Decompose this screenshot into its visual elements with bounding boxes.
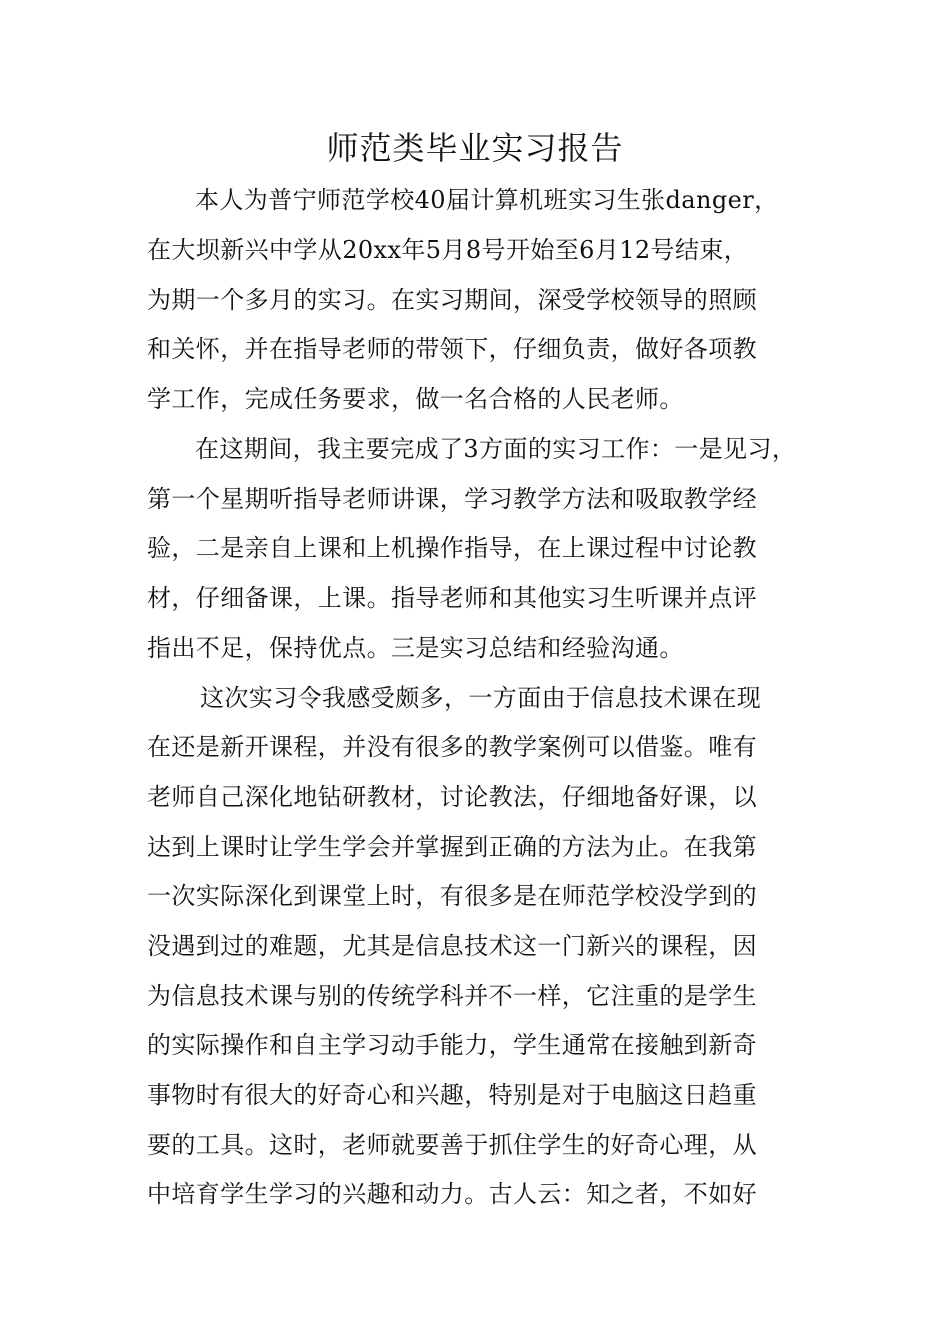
paragraph-3-line-5: 一次实际深化到课堂上时，有很多是在师范学校没学到的 <box>147 882 757 910</box>
paragraph-1-line-3: 为期一个多月的实习。在实习期间，深受学校领导的照顾 <box>147 286 757 314</box>
paragraph-1-line-1: 本人为普宁师范学校40届计算机班实习生张danger， <box>195 186 779 214</box>
paragraph-2-line-4: 材，仔细备课，上课。指导老师和其他实习生听课并点评 <box>147 584 757 612</box>
paragraph-3-line-1: 这次实习令我感受颇多，一方面由于信息技术课在现 <box>200 684 762 712</box>
paragraph-3-line-7: 为信息技术课与别的传统学科并不一样，它注重的是学生 <box>147 982 757 1010</box>
paragraph-3-line-11: 中培育学生学习的兴趣和动力。古人云：知之者，不如好 <box>147 1180 757 1208</box>
paragraph-3-line-9: 事物时有很大的好奇心和兴趣，特别是对于电脑这日趋重 <box>147 1081 757 1109</box>
paragraph-2-line-1: 在这期间，我主要完成了3方面的实习工作：一是见习， <box>195 435 797 463</box>
paragraph-1-line-5: 学工作，完成任务要求，做一名合格的人民老师。 <box>147 385 684 413</box>
paragraph-2-line-2: 第一个星期听指导老师讲课，学习教学方法和吸取教学经 <box>147 485 757 513</box>
document-title: 师范类毕业实习报告 <box>326 129 624 167</box>
paragraph-3-line-4: 达到上课时让学生学会并掌握到正确的方法为止。在我第 <box>147 833 757 861</box>
paragraph-3-line-8: 的实际操作和自主学习动手能力，学生通常在接触到新奇 <box>147 1031 757 1059</box>
paragraph-1-line-4: 和关怀，并在指导老师的带领下，仔细负责，做好各项教 <box>147 335 757 363</box>
paragraph-2-line-5: 指出不足，保持优点。三是实习总结和经验沟通。 <box>147 634 684 662</box>
paragraph-1-line-2: 在大坝新兴中学从20xx年5月8号开始至6月12号结束， <box>147 236 749 264</box>
paragraph-3-line-10: 要的工具。这时，老师就要善于抓住学生的好奇心理，从 <box>147 1131 757 1159</box>
paragraph-3-line-2: 在还是新开课程，并没有很多的教学案例可以借鉴。唯有 <box>147 733 757 761</box>
paragraph-3-line-3: 老师自己深化地钻研教材，讨论教法，仔细地备好课，以 <box>147 783 757 811</box>
paragraph-2-line-3: 验，二是亲自上课和上机操作指导，在上课过程中讨论教 <box>147 534 757 562</box>
paragraph-3-line-6: 没遇到过的难题，尤其是信息技术这一门新兴的课程，因 <box>147 932 757 960</box>
